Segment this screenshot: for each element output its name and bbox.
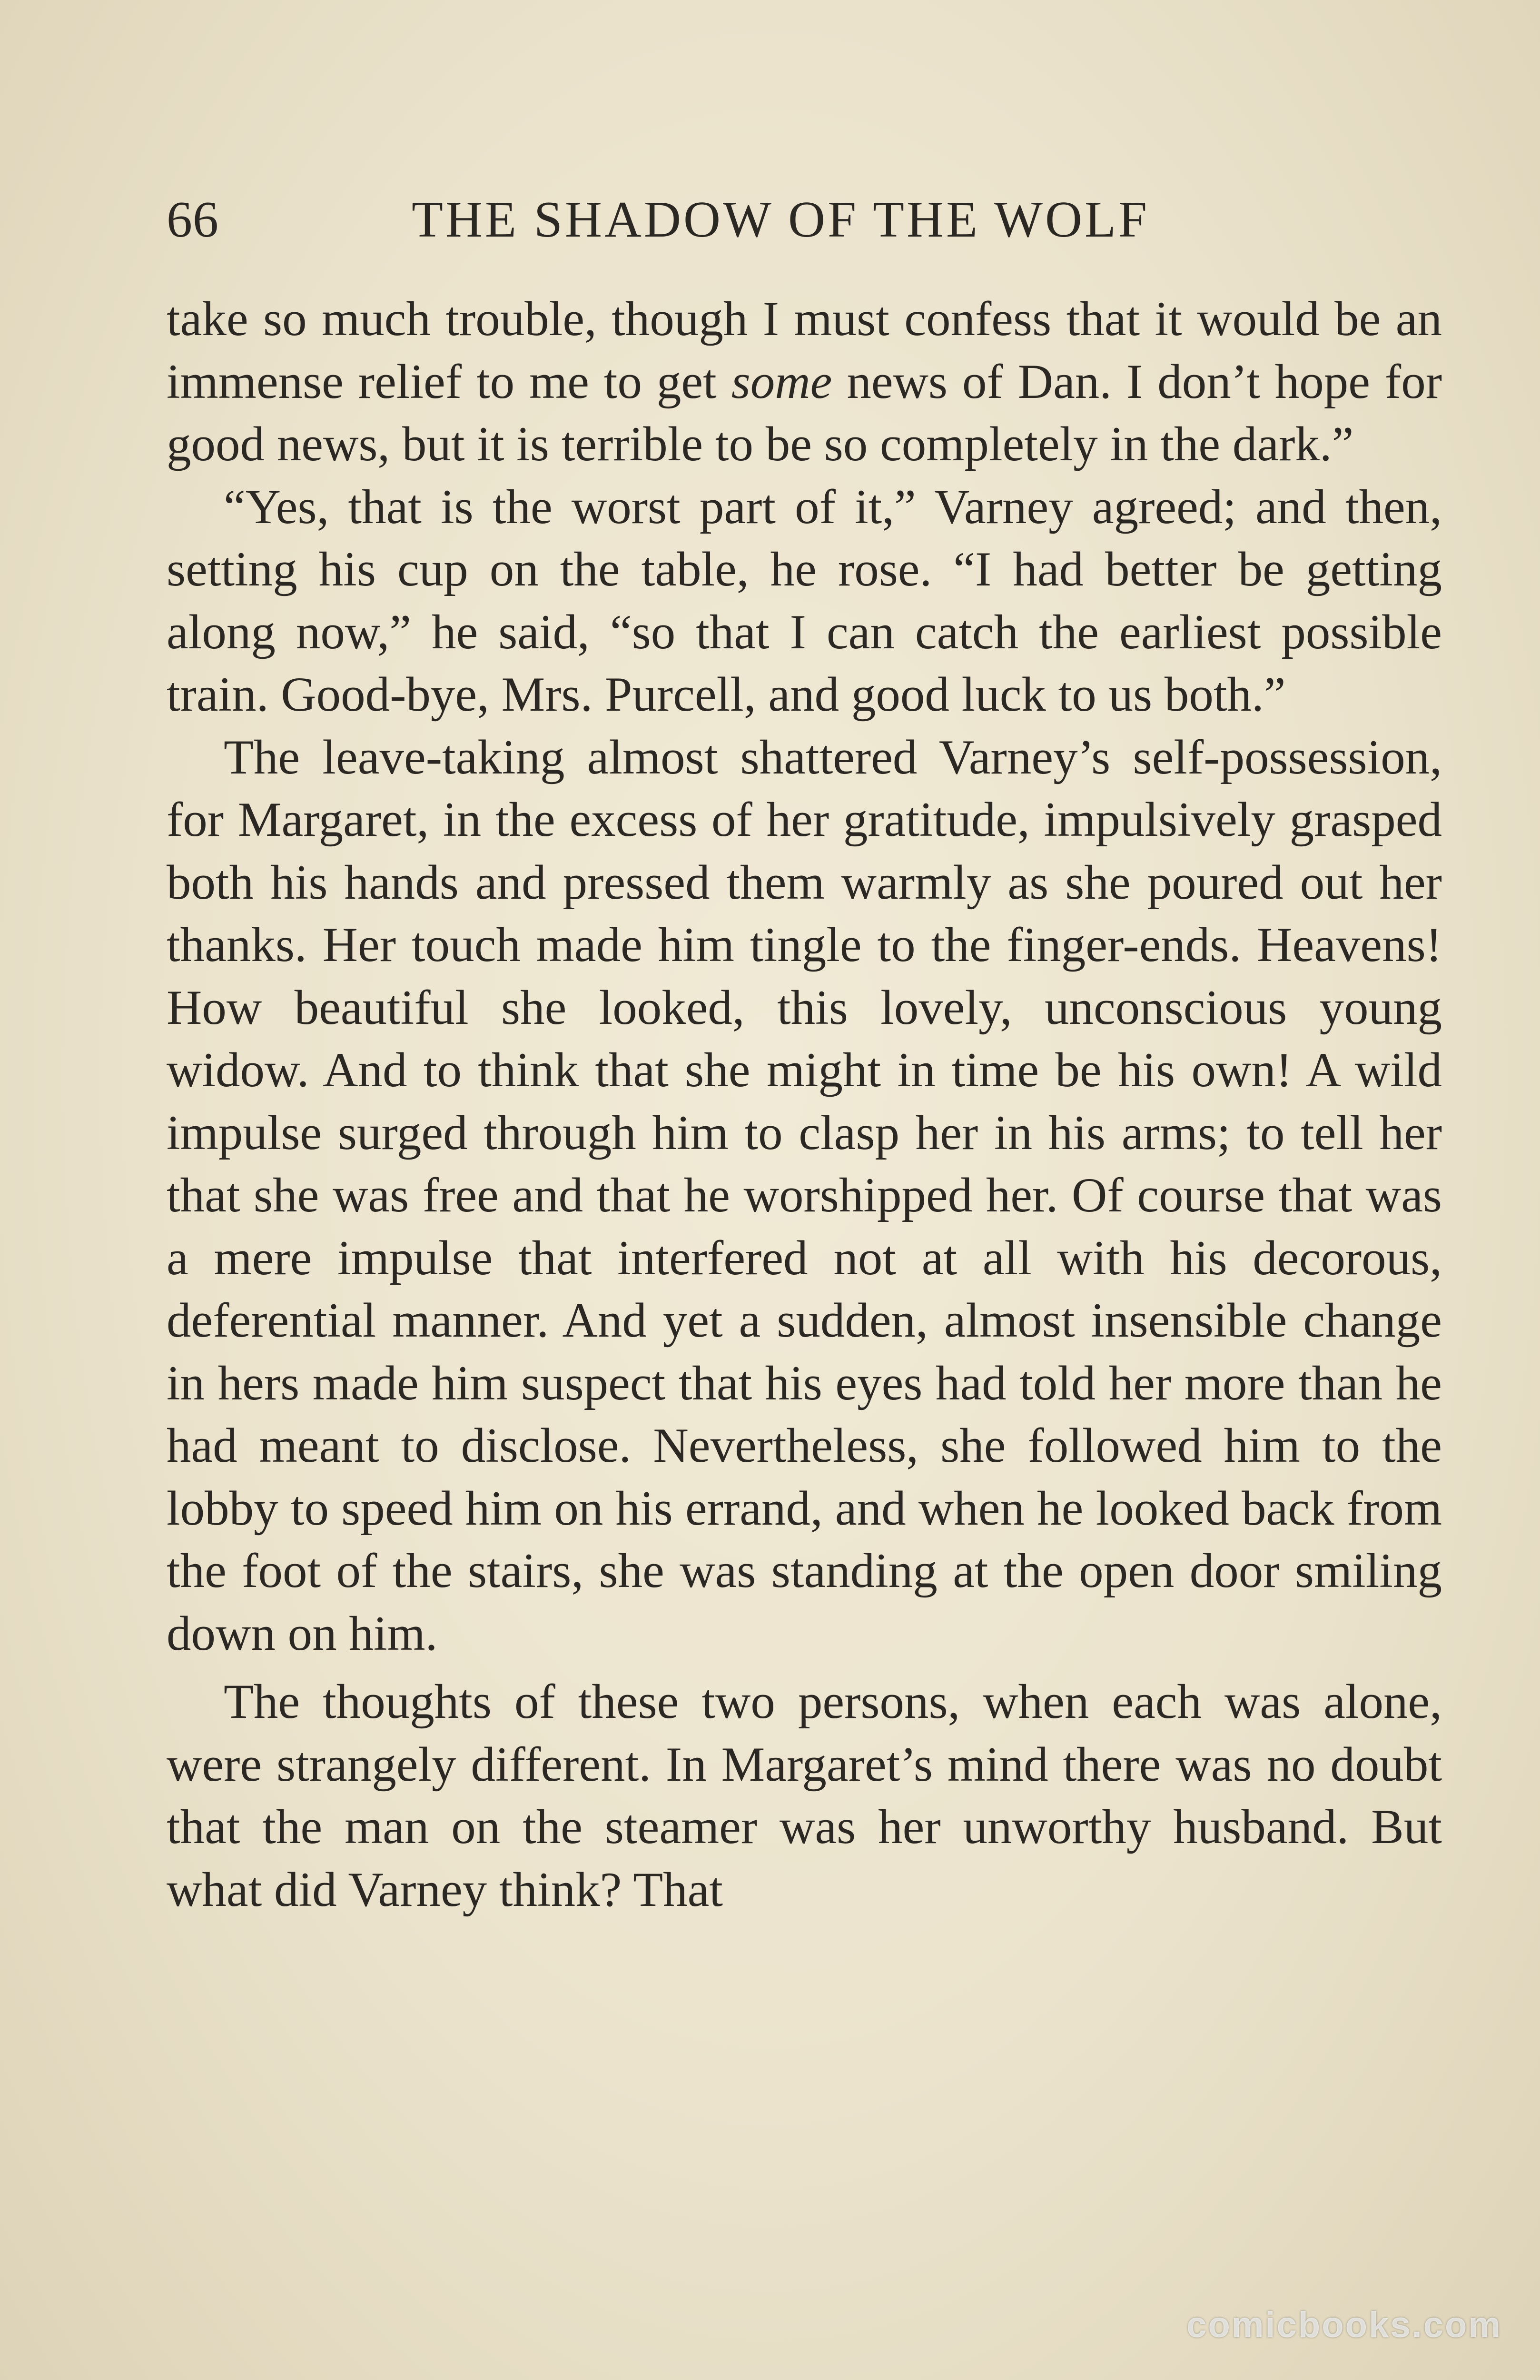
emphasis-text: some (731, 354, 832, 409)
page-header (167, 190, 1442, 257)
paragraph: The leave-taking almost shattered Varney’s self-possession, for Margaret, in the excess of her gratitude, impulsively grasped both his hands and pressed them warmly as she poured out her thanks. Her touch made him tingle to the finger-ends. Heavens! How beautiful she looked, this lovely, unconscious young widow. And to think that she might in time be his own! A wild impulse surged through him to clasp her in his arms; to tell her that she was free and that he worshipped her. Of course that was a mere impulse that interfered not at all with his decorous, deferential manner. And yet a sudden, almost insensible change in hers made him suspect that his eyes had told her more than he had meant to disclose. Nevertheless, she followed him to the lobby to speed him on his errand, and when he looked back from the foot of the stairs, she was standing at the open door smiling down on him. (167, 730, 1442, 1661)
paragraph-text: news of Dan. I don’t hope for good news, but it is terrible to be so completely in the dark.” (167, 354, 1442, 471)
running-head: THE SHADOW OF THE WOLF (411, 191, 1150, 248)
paragraph: “Yes, that is the worst part of it,” Varney agreed; and then, setting his cup on the table, he rose. “I had better be getting along now,” he said, “so that I can catch the earliest possible train. Good-bye, Mrs. Purcell, and good luck to us both.” (167, 479, 1442, 722)
watermark-logo: comicbooks.com (1186, 2305, 1502, 2345)
paragraph-text: take so much trouble, though I must confess that it would be an immense relief to me to get (167, 292, 1442, 409)
page-number: 66 (167, 191, 219, 248)
paragraph: The thoughts of these two persons, when each was alone, were strangely different. In Margaret’s mind there was no doubt that the man on the steamer was her unworthy husband. But what did Varney think? That (167, 1675, 1442, 1917)
paragraph-continued (167, 288, 1442, 476)
body-text (167, 288, 1442, 1921)
